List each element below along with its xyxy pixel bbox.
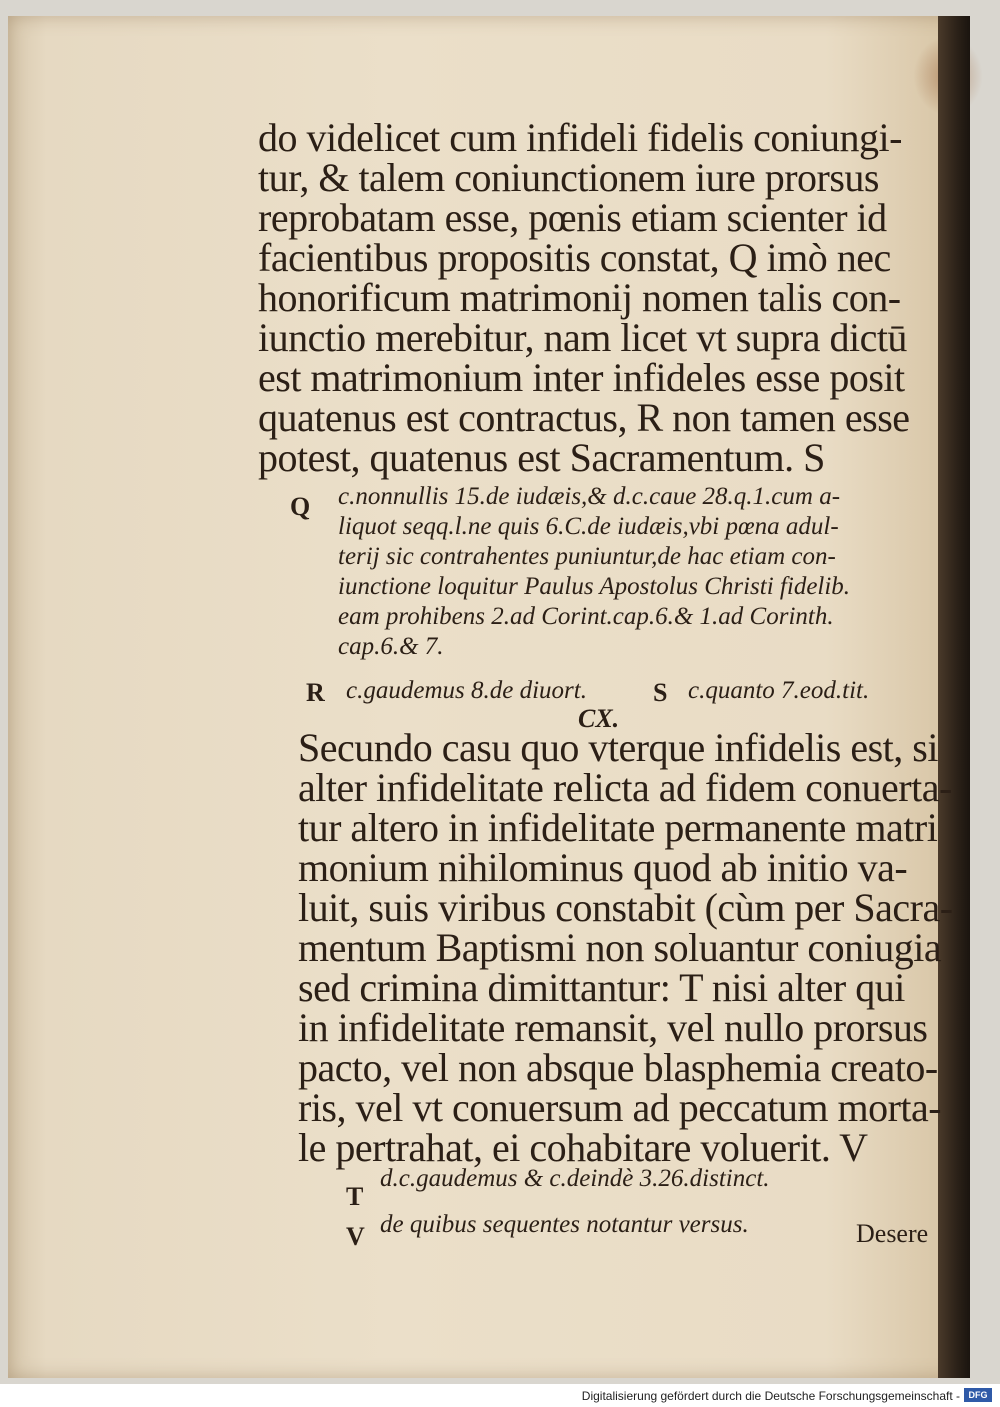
text-line: alter infidelitate relicta ad fidem conuerta- <box>298 765 952 810</box>
catchword: Desere <box>856 1219 929 1248</box>
note-marker-v: V <box>346 1222 365 1251</box>
dfg-logo: DFG <box>964 1388 992 1402</box>
footer-bar <box>0 1384 1000 1407</box>
text-line: in infidelitate remansit, vel nullo prorsus <box>298 1005 928 1050</box>
text-line: honorificum matrimonij nomen talis con- <box>258 275 901 320</box>
note-marker-r: R <box>306 678 325 707</box>
text-line: mentum Baptismi non soluantur coniugia <box>298 925 942 970</box>
text-line: iunctio merebitur, nam licet vt supra dictū <box>258 315 907 360</box>
note-q-line: cap.6.& 7. <box>338 633 444 660</box>
note-marker-s: S <box>653 678 668 707</box>
note-marker-q: Q <box>290 492 311 521</box>
text-line: Secundo casu quo vterque infidelis est, si <box>298 725 938 770</box>
text-line: facientibus propositis constat, Q imò nec <box>258 235 891 280</box>
note-t-text: d.c.gaudemus & c.deindè 3.26.distinct. <box>380 1165 770 1192</box>
note-v-text: de quibus sequentes notantur versus. <box>380 1211 749 1238</box>
text-line: le pertrahat, ei cohabitare voluerit. V <box>298 1125 868 1170</box>
book-page <box>8 16 970 1378</box>
note-q-line: eam prohibens 2.ad Corint.cap.6.& 1.ad Corinth. <box>338 603 834 630</box>
note-s-text: c.quanto 7.eod.tit. <box>688 677 870 704</box>
footer-credit: Digitalisierung gefördert durch die Deutsche Forschungsgemeinschaft - <box>581 1389 960 1403</box>
text-line: potest, quatenus est Sacramentum. S <box>258 435 825 480</box>
text-line: tur, & talem coniunctionem iure prorsus <box>258 155 879 200</box>
text-line: est matrimonium inter infideles esse posit <box>258 355 905 400</box>
text-line: ris, vel vt conuersum ad peccatum morta- <box>298 1085 942 1130</box>
text-line: do videlicet cum infideli fidelis coniungi- <box>258 115 902 160</box>
section-number: CX. <box>578 704 620 733</box>
text-line: luit, suis viribus constabit (cùm per Sacra- <box>298 885 953 930</box>
page-edge-shadow <box>938 16 970 1378</box>
note-q-line: liquot seqq.l.ne quis 6.C.de iudæis,vbi pœna adul- <box>338 513 839 540</box>
text-line: reprobatam esse, pœnis etiam scienter id <box>258 195 887 240</box>
text-line: quatenus est contractus, R non tamen esse <box>258 395 910 440</box>
text-line: pacto, vel non absque blasphemia creato- <box>298 1045 938 1090</box>
text-line: sed crimina dimittantur: T nisi alter qui <box>298 965 905 1010</box>
note-q-line: iunctione loquitur Paulus Apostolus Christi fidelib. <box>338 573 851 600</box>
text-line: monium nihilominus quod ab initio va- <box>298 845 908 890</box>
note-marker-t: T <box>346 1182 364 1211</box>
note-q-line: c.nonnullis 15.de iudæis,& d.c.caue 28.q.1.cum a- <box>338 483 841 510</box>
note-q-line: terij sic contrahentes puniuntur,de hac etiam con- <box>338 543 836 570</box>
text-line: tur altero in infidelitate permanente matri <box>298 805 938 850</box>
note-r-text: c.gaudemus 8.de diuort. <box>346 677 587 704</box>
